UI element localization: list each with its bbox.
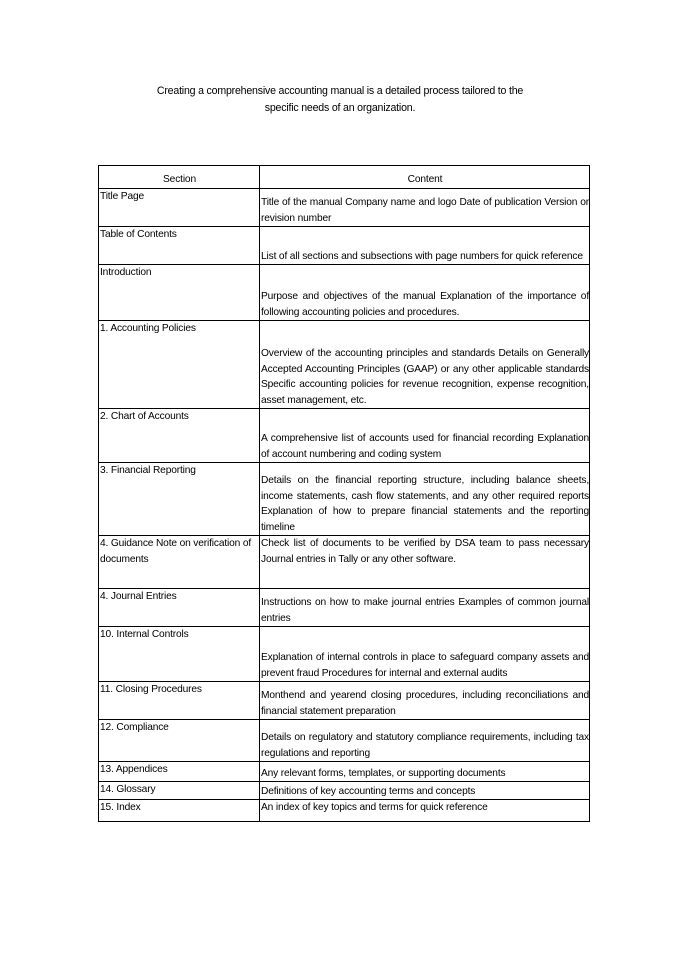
section-cell: Introduction	[99, 265, 260, 321]
table-row	[99, 762, 590, 782]
content-cell: Overview of the accounting principles and standards Details on Generally Accepted Accounting Principles (GAAP) or any other applicable standards Specific accounting policies for revenue recognition, expense recognition, asset management, etc.	[260, 321, 590, 409]
content-cell: List of all sections and subsections with page numbers for quick reference	[260, 227, 590, 265]
content-cell: Title of the manual Company name and logo Date of publication Version or revision number	[260, 189, 590, 227]
content-cell: Definitions of key accounting terms and concepts	[260, 782, 590, 800]
content-cell: Monthend and yearend closing procedures, including reconciliations and financial statement preparation	[260, 682, 590, 720]
section-cell: 13. Appendices	[99, 762, 260, 782]
table-row	[99, 589, 590, 627]
table-row	[99, 409, 590, 463]
section-cell: 12. Compliance	[99, 720, 260, 762]
table-row	[99, 782, 590, 800]
content-cell: Check list of documents to be verified by DSA team to pass necessary Journal entries in Tally or any other software.	[260, 536, 590, 589]
content-cell: An index of key topics and terms for quick reference	[260, 800, 590, 822]
content-cell: Details on regulatory and statutory compliance requirements, including tax regulations and reporting	[260, 720, 590, 762]
section-cell: 2. Chart of Accounts	[99, 409, 260, 463]
section-cell: 11. Closing Procedures	[99, 682, 260, 720]
table-row	[99, 265, 590, 321]
section-cell: 3. Financial Reporting	[99, 463, 260, 536]
table-header-row	[99, 166, 590, 189]
section-cell: 15. Index	[99, 800, 260, 822]
content-column-header: Content	[260, 166, 590, 189]
table-row	[99, 627, 590, 682]
table-row	[99, 227, 590, 265]
content-cell: Details on the financial reporting structure, including balance sheets, income statements, cash flow statements, and any other required reports Explanation of how to prepare financial statements and the reporting timeline	[260, 463, 590, 536]
accounting-manual-table	[98, 165, 590, 822]
section-cell: 14. Glossary	[99, 782, 260, 800]
intro-paragraph	[120, 83, 560, 117]
section-cell: 10. Internal Controls	[99, 627, 260, 682]
table-row	[99, 720, 590, 762]
table-row	[99, 682, 590, 720]
content-cell: Any relevant forms, templates, or supporting documents	[260, 762, 590, 782]
section-column-header: Section	[99, 166, 260, 189]
table-row	[99, 189, 590, 227]
section-cell: 4. Journal Entries	[99, 589, 260, 627]
intro-line-2: specific needs of an organization.	[264, 102, 416, 114]
table-row	[99, 321, 590, 409]
content-cell: A comprehensive list of accounts used for financial recording Explanation of account numbering and coding system	[260, 409, 590, 463]
section-cell: 4. Guidance Note on verification of documents	[99, 536, 260, 589]
table-row	[99, 536, 590, 589]
intro-line-1: Creating a comprehensive accounting manual is a detailed process tailored to the	[156, 85, 524, 97]
table-row	[99, 800, 590, 822]
section-cell: Table of Contents	[99, 227, 260, 265]
content-cell: Instructions on how to make journal entries Examples of common journal entries	[260, 589, 590, 627]
content-cell: Purpose and objectives of the manual Explanation of the importance of following accounting policies and procedures.	[260, 265, 590, 321]
section-cell: Title Page	[99, 189, 260, 227]
section-cell: 1. Accounting Policies	[99, 321, 260, 409]
content-cell: Explanation of internal controls in place to safeguard company assets and prevent fraud Procedures for internal and external audits	[260, 627, 590, 682]
table-row	[99, 463, 590, 536]
